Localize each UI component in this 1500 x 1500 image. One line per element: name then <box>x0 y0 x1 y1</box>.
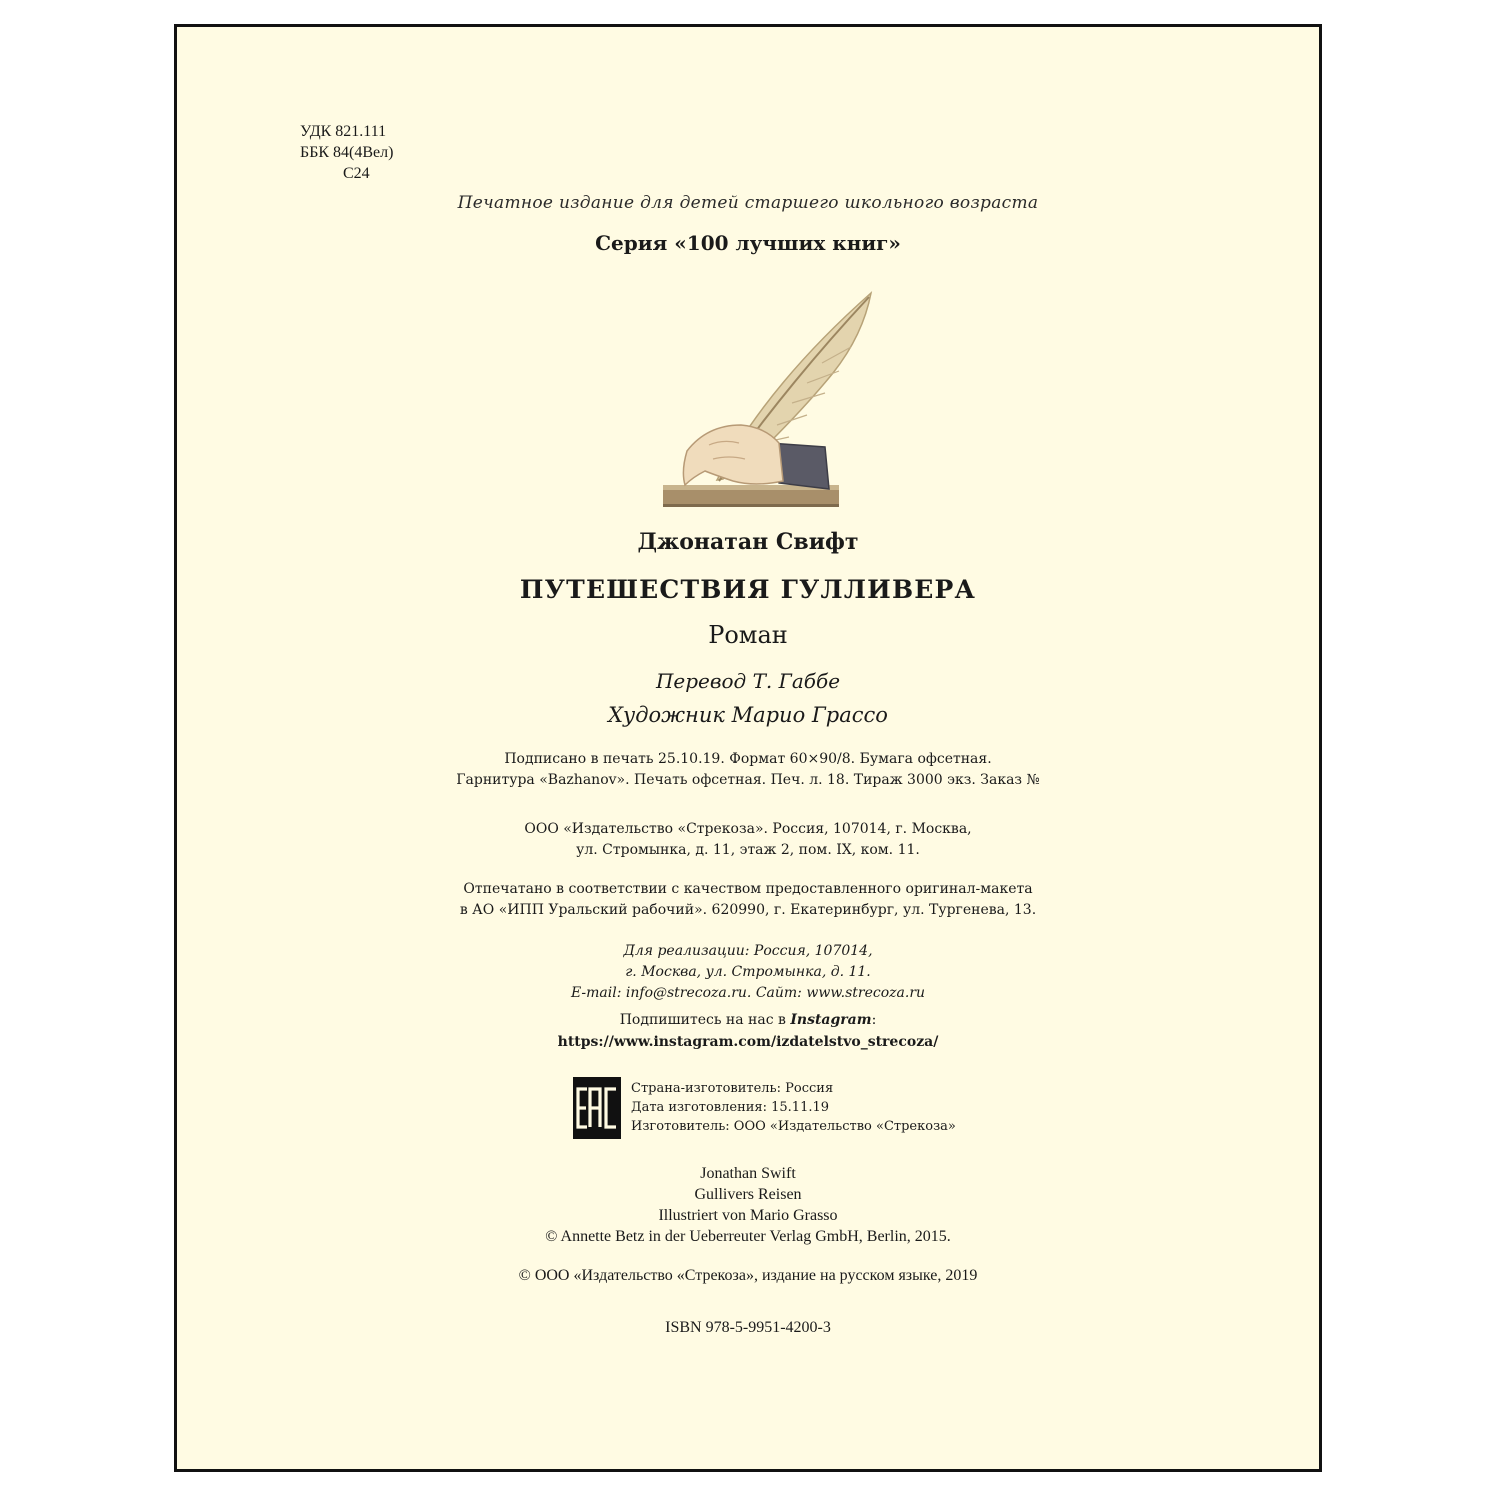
instagram-subscribe-line <box>177 1009 1319 1031</box>
instagram-prefix: Подпишитесь на нас в <box>619 1012 791 1028</box>
distribution-line: Для реализации: Россия, 107014, <box>623 943 873 959</box>
translator-credit: Перевод Т. Габбе <box>655 669 841 693</box>
author-sign-code: С24 <box>343 165 370 182</box>
udc-code: УДК 821.111 <box>300 123 387 140</box>
isbn: ISBN 978-5-9951-4200-3 <box>665 1319 831 1336</box>
original-edition <box>177 1163 1319 1247</box>
manufacturer-country: Страна-изготовитель: Россия <box>631 1081 834 1096</box>
imprint-page <box>174 24 1322 1472</box>
print-info-line: Гарнитура «Bazhanov». Печать офсетная. Печ. л. 18. Тираж 3000 экз. Заказ № <box>456 772 1040 788</box>
eac-text <box>631 1079 956 1136</box>
illustrator-credit: Художник Марио Грассо <box>608 703 888 727</box>
hand <box>683 425 783 485</box>
printer-info-line: Отпечатано в соответствии с качеством предоставленного оригинал-макета <box>463 881 1033 897</box>
original-copyright: © Annette Betz in der Ueberreuter Verlag GmbH, Berlin, 2015. <box>545 1228 951 1245</box>
eac-certification-block <box>573 1077 993 1143</box>
genre: Роман <box>708 621 788 649</box>
manufacture-date: Дата изготовления: 15.11.19 <box>631 1100 830 1115</box>
instagram-block <box>177 1009 1319 1053</box>
original-author: Jonathan Swift <box>700 1165 796 1182</box>
classification-codes <box>300 121 393 184</box>
audience-note: Печатное издание для детей старшего школьного возраста <box>457 193 1039 213</box>
series-title: Серия «100 лучших книг» <box>595 231 901 255</box>
publisher-address <box>177 819 1319 861</box>
print-info <box>177 749 1319 791</box>
manufacturer: Изготовитель: ООО «Издательство «Стрекоза» <box>631 1119 956 1134</box>
book-title: ПУТЕШЕСТВИЯ ГУЛЛИВЕРА <box>519 575 977 604</box>
original-illustrator: Illustriert von Mario Grasso <box>658 1207 838 1224</box>
print-info-line: Подписано в печать 25.10.19. Формат 60×90/8. Бумага офсетная. <box>504 751 992 767</box>
author-name: Джонатан Свифт <box>637 529 859 555</box>
russian-copyright: © ООО «Издательство «Стрекоза», издание на русском языке, 2019 <box>518 1267 978 1284</box>
printer-info-line: в АО «ИПП Уральский рабочий». 620990, г. Екатеринбург, ул. Тургенева, 13. <box>459 902 1037 918</box>
publisher-address-line: ООО «Издательство «Стрекоза». Россия, 107014, г. Москва, <box>524 821 972 837</box>
distribution-info <box>177 941 1319 1004</box>
hand-quill-illustration <box>657 275 877 515</box>
distribution-line: г. Москва, ул. Стромынка, д. 11. <box>625 964 871 980</box>
original-title: Gullivers Reisen <box>694 1186 802 1203</box>
instagram-suffix: : <box>871 1012 877 1028</box>
contacts-line: E-mail: info@strecoza.ru. Сайт: www.strecoza.ru <box>570 985 926 1001</box>
bbk-code: ББК 84(4Вел) <box>300 144 394 161</box>
printer-info <box>177 879 1319 921</box>
publisher-address-line: ул. Стромынка, д. 11, этаж 2, пом. IX, ком. 11. <box>576 842 920 858</box>
instagram-url: https://www.instagram.com/izdatelstvo_strecoza/ <box>557 1034 939 1050</box>
instagram-name: Instagram <box>790 1012 872 1028</box>
eac-mark-icon <box>573 1077 621 1139</box>
